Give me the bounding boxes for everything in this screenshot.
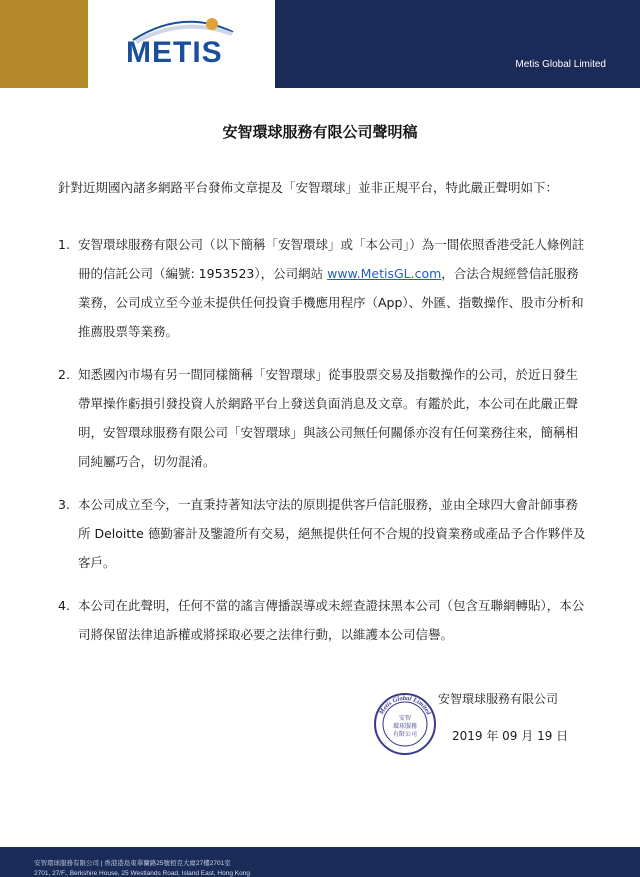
seal-outer-text: Metis Global Limited <box>378 694 432 717</box>
item-text: 本公司成立至今，一直秉持著知法守法的原則提供客戶信託服務，並由全球四大會計師事務所 Deloitte 德勤審計及鑒證所有交易，絕無提供任何不合規的投資業務或產品予合作夥伴及客戶。 <box>78 497 586 570</box>
statement-item <box>58 360 588 476</box>
footer-address-zh: 安智環球服務有限公司 | 香港港島東華蘭路25號栢克大廈27樓2701室 <box>34 860 231 867</box>
statement-item <box>58 230 588 346</box>
seal-inner-text: 安智 <box>398 715 412 722</box>
item-text: 知悉國內市場有另一間同樣簡稱「安智環球」從事股票交易及指數操作的公司，於近日發生帶單操作虧損引發投資人於網路平台上發送負面消息及文章。有鑑於此，本公司在此嚴正聲明，安智環球服務有限公司「安智環球」與該公司無任何關係亦沒有任何業務往來，簡稱相同純屬巧合，切勿混淆。 <box>78 367 579 469</box>
header-navy-bar <box>275 0 640 88</box>
page-footer <box>0 847 640 877</box>
document-title: 安智環球服務有限公司聲明稿 <box>222 123 418 141</box>
item-text: 本公司在此聲明，任何不當的謠言傳播誤導或未經查證抹黑本公司（包含互聯網轉貼），本公司將保留法律追訴權或將採取必要之法律行動，以維護本公司信譽。 <box>78 598 585 642</box>
footer-address-en: 2701, 27/F., Berkshire House, 25 Westlands Road, Island East, Hong Kong <box>34 870 250 877</box>
statement-item <box>58 490 588 577</box>
signature-date: 2019 年 09 月 19 日 <box>452 729 569 743</box>
seal-inner-text: 有限公司 <box>392 731 418 738</box>
company-logo <box>88 0 275 88</box>
header-gold-block <box>0 0 88 88</box>
statement-list <box>58 230 588 663</box>
item-text: ，合法合規經營信託服務業務，公司成立至今並未提供任何投資手機應用程序（App）、外匯、指數操作、股市分析和推薦股票等業務。 <box>78 266 584 339</box>
company-name-en: Metis Global Limited <box>515 59 606 70</box>
item-text: 安智環球服務有限公司（以下簡稱「安智環球」或「本公司」）為一間依照香港受託人條例註冊的信託公司（編號: 1953523），公司網站 <box>78 237 585 281</box>
statement-item <box>58 591 588 649</box>
seal-inner-text: 環球服務 <box>392 723 418 730</box>
intro-paragraph: 針對近期國內諸多網路平台發佈文章提及「安智環球」並非正規平台，特此嚴正聲明如下： <box>58 180 559 195</box>
item-number: 3. <box>58 497 70 512</box>
item-number: 1. <box>58 237 70 252</box>
company-website-link[interactable]: www.MetisGL.com <box>327 266 442 281</box>
company-seal-icon <box>373 692 437 756</box>
logo-text: METIS <box>126 36 223 69</box>
item-number: 2. <box>58 367 70 382</box>
item-number: 4. <box>58 598 70 613</box>
signature-company: 安智環球服務有限公司 <box>438 692 559 706</box>
